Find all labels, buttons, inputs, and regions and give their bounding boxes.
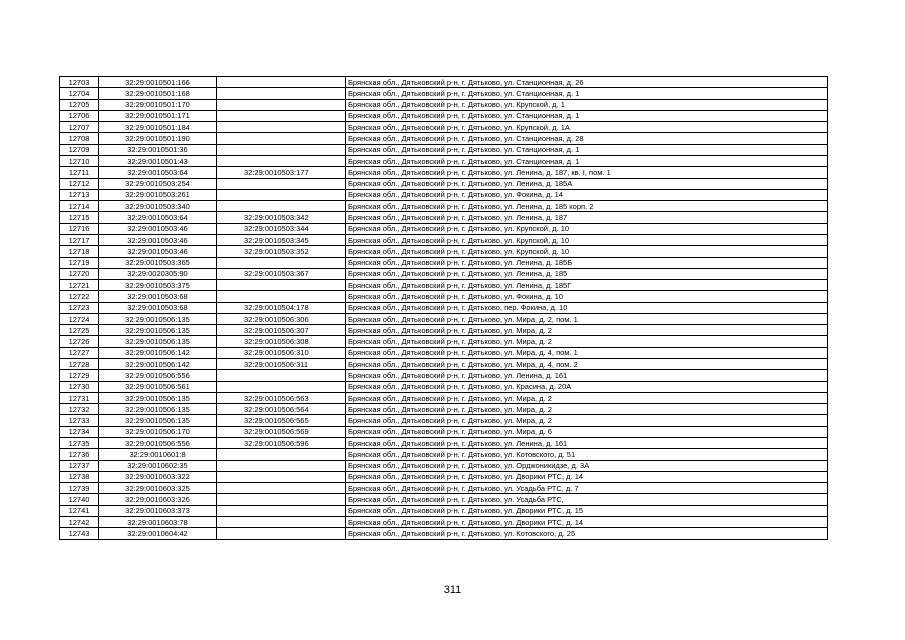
table-row (60, 483, 828, 494)
table-row (60, 144, 828, 155)
linked-cadastral-number-cell: 32:29:0010503:342 (217, 212, 346, 223)
cadastral-number-cell: 32:29:0010603:373 (99, 505, 217, 516)
table-row (60, 426, 828, 437)
linked-cadastral-number-cell (217, 99, 346, 110)
table-row (60, 336, 828, 347)
table-row (60, 167, 828, 178)
record-number-cell: 12733 (60, 415, 99, 426)
cadastral-number-cell: 32:29:0010503:46 (99, 223, 217, 234)
linked-cadastral-number-cell (217, 471, 346, 482)
record-number-cell: 12740 (60, 494, 99, 505)
cadastral-number-cell: 32:29:0010506:561 (99, 381, 217, 392)
cadastral-number-cell: 32:29:0010501:170 (99, 99, 217, 110)
address-cell: Брянская обл., Дятьковский р-н, г. Дятьково, ул. Мира, д. 4, пом. 1 (346, 347, 828, 358)
cadastral-number-cell: 32:29:0010602:35 (99, 460, 217, 471)
cadastral-number-cell: 32:29:0010501:190 (99, 133, 217, 144)
address-cell: Брянская обл., Дятьковский р-н, г. Дятьково, ул. Красина, д. 20А (346, 381, 828, 392)
record-number-cell: 12704 (60, 88, 99, 99)
record-number-cell: 12712 (60, 178, 99, 189)
cadastral-number-cell: 32:29:0010503:254 (99, 178, 217, 189)
table-row (60, 234, 828, 245)
cadastral-number-cell: 32:29:0010506:135 (99, 336, 217, 347)
table-row (60, 99, 828, 110)
cadastral-number-cell: 32:29:0010603:325 (99, 483, 217, 494)
address-cell: Брянская обл., Дятьковский р-н, г. Дятьково, ул. Фокина, д. 10 (346, 291, 828, 302)
linked-cadastral-number-cell: 32:29:0010506:310 (217, 347, 346, 358)
record-number-cell: 12713 (60, 189, 99, 200)
address-cell: Брянская обл., Дятьковский р-н, г. Дятьково, ул. Ленина, д. 161 (346, 370, 828, 381)
cadastral-number-cell: 32:29:0010501:168 (99, 88, 217, 99)
table-row (60, 246, 828, 257)
address-cell: Брянская обл., Дятьковский р-н, г. Дятьково, ул. Дворики РТС, д. 15 (346, 505, 828, 516)
cadastral-number-cell: 32:29:0010501:171 (99, 110, 217, 121)
address-cell: Брянская обл., Дятьковский р-н, г. Дятьково, ул. Ленина, д. 187, кв. I, пом. 1 (346, 167, 828, 178)
linked-cadastral-number-cell: 32:29:0010506:307 (217, 325, 346, 336)
table-row (60, 347, 828, 358)
record-number-cell: 12714 (60, 201, 99, 212)
record-number-cell: 12720 (60, 268, 99, 279)
address-cell: Брянская обл., Дятьковский р-н, г. Дятьково, ул. Крупской, д. 10 (346, 246, 828, 257)
cadastral-number-cell: 32:29:0010506:135 (99, 325, 217, 336)
linked-cadastral-number-cell (217, 449, 346, 460)
registry-table (59, 76, 828, 540)
cadastral-number-cell: 32:29:0010503:261 (99, 189, 217, 200)
record-number-cell: 12705 (60, 99, 99, 110)
record-number-cell: 12731 (60, 392, 99, 403)
table-row (60, 449, 828, 460)
linked-cadastral-number-cell (217, 370, 346, 381)
address-cell: Брянская обл., Дятьковский р-н, г. Дятьково, ул. Ленина, д. 185Г (346, 280, 828, 291)
linked-cadastral-number-cell: 32:29:0010506:596 (217, 438, 346, 449)
record-number-cell: 12726 (60, 336, 99, 347)
table-row (60, 516, 828, 527)
table-row (60, 223, 828, 234)
address-cell: Брянская обл., Дятьковский р-н, г. Дятьково, ул. Ленина, д. 185А (346, 178, 828, 189)
table-row (60, 88, 828, 99)
record-number-cell: 12732 (60, 404, 99, 415)
cadastral-number-cell: 32:29:0010603:322 (99, 471, 217, 482)
address-cell: Брянская обл., Дятьковский р-н, г. Дятьково, ул. Ленина, д. 161 (346, 438, 828, 449)
address-cell: Брянская обл., Дятьковский р-н, г. Дятьково, ул. Станционная, д. 26 (346, 77, 828, 88)
address-cell: Брянская обл., Дятьковский р-н, г. Дятьково, ул. Станционная, д. 1 (346, 88, 828, 99)
cadastral-number-cell: 32:29:0010503:64 (99, 212, 217, 223)
record-number-cell: 12710 (60, 155, 99, 166)
linked-cadastral-number-cell (217, 178, 346, 189)
cadastral-number-cell: 32:29:0010503:365 (99, 257, 217, 268)
cadastral-number-cell: 32:29:0010506:170 (99, 426, 217, 437)
linked-cadastral-number-cell (217, 144, 346, 155)
cadastral-number-cell: 32:29:0010601:8 (99, 449, 217, 460)
record-number-cell: 12709 (60, 144, 99, 155)
cadastral-number-cell: 32:29:0010506:142 (99, 359, 217, 370)
address-cell: Брянская обл., Дятьковский р-н, г. Дятьково, ул. Мира, д. 2, пом. 1 (346, 313, 828, 324)
linked-cadastral-number-cell: 32:29:0010503:345 (217, 234, 346, 245)
linked-cadastral-number-cell (217, 133, 346, 144)
address-cell: Брянская обл., Дятьковский р-н, г. Дятьково, ул. Крупской, д. 1А (346, 122, 828, 133)
linked-cadastral-number-cell: 32:29:0010506:311 (217, 359, 346, 370)
registry-table-body (60, 77, 828, 540)
cadastral-number-cell: 32:29:0010506:135 (99, 313, 217, 324)
table-row (60, 110, 828, 121)
table-row (60, 471, 828, 482)
record-number-cell: 12718 (60, 246, 99, 257)
linked-cadastral-number-cell: 32:29:0010506:306 (217, 313, 346, 324)
cadastral-number-cell: 32:29:0010503:68 (99, 291, 217, 302)
address-cell: Брянская обл., Дятьковский р-н, г. Дятьково, пер. Фокина, д. 10 (346, 302, 828, 313)
linked-cadastral-number-cell: 32:29:0010503:177 (217, 167, 346, 178)
cadastral-number-cell: 32:29:0010604:42 (99, 528, 217, 539)
linked-cadastral-number-cell: 32:29:0010506:565 (217, 415, 346, 426)
cadastral-number-cell: 32:29:0010506:556 (99, 438, 217, 449)
table-row (60, 291, 828, 302)
table-row (60, 178, 828, 189)
address-cell: Брянская обл., Дятьковский р-н, г. Дятьково, ул. Крупской, д. 1 (346, 99, 828, 110)
record-number-cell: 12738 (60, 471, 99, 482)
table-row (60, 189, 828, 200)
address-cell: Брянская обл., Дятьковский р-н, г. Дятьково, ул. Станционная, д. 1 (346, 144, 828, 155)
cadastral-number-cell: 32:29:0010506:135 (99, 404, 217, 415)
record-number-cell: 12716 (60, 223, 99, 234)
linked-cadastral-number-cell (217, 110, 346, 121)
cadastral-number-cell: 32:29:0010503:46 (99, 234, 217, 245)
record-number-cell: 12706 (60, 110, 99, 121)
linked-cadastral-number-cell: 32:29:0010503:367 (217, 268, 346, 279)
record-number-cell: 12708 (60, 133, 99, 144)
page-number: 311 (443, 584, 462, 596)
table-row (60, 77, 828, 88)
cadastral-number-cell: 32:29:0010501:166 (99, 77, 217, 88)
linked-cadastral-number-cell (217, 291, 346, 302)
address-cell: Брянская обл., Дятьковский р-н, г. Дятьково, ул. Мира, д. 4, пом. 2 (346, 359, 828, 370)
address-cell: Брянская обл., Дятьковский р-н, г. Дятьково, ул. Мира, д. 2 (346, 404, 828, 415)
record-number-cell: 12728 (60, 359, 99, 370)
table-row (60, 505, 828, 516)
linked-cadastral-number-cell (217, 483, 346, 494)
record-number-cell: 12721 (60, 280, 99, 291)
table-row (60, 392, 828, 403)
cadastral-number-cell: 32:29:0010506:135 (99, 392, 217, 403)
address-cell: Брянская обл., Дятьковский р-н, г. Дятьково, ул. Крупской, д. 10 (346, 234, 828, 245)
address-cell: Брянская обл., Дятьковский р-н, г. Дятьково, ул. Дворики РТС, д. 14 (346, 516, 828, 527)
linked-cadastral-number-cell: 32:29:0010506:564 (217, 404, 346, 415)
linked-cadastral-number-cell (217, 381, 346, 392)
table-row (60, 280, 828, 291)
linked-cadastral-number-cell (217, 460, 346, 471)
address-cell: Брянская обл., Дятьковский р-н, г. Дятьково, ул. Мира, д. 2 (346, 336, 828, 347)
table-row (60, 325, 828, 336)
linked-cadastral-number-cell (217, 189, 346, 200)
address-cell: Брянская обл., Дятьковский р-н, г. Дятьково, ул. Ленина, д. 185Б (346, 257, 828, 268)
address-cell: Брянская обл., Дятьковский р-н, г. Дятьково, ул. Усадьба РТС, (346, 494, 828, 505)
record-number-cell: 12730 (60, 381, 99, 392)
record-number-cell: 12729 (60, 370, 99, 381)
table-row (60, 155, 828, 166)
record-number-cell: 12739 (60, 483, 99, 494)
record-number-cell: 12723 (60, 302, 99, 313)
cadastral-number-cell: 32:29:0010501:184 (99, 122, 217, 133)
linked-cadastral-number-cell (217, 88, 346, 99)
address-cell: Брянская обл., Дятьковский р-н, г. Дятьково, ул. Дворики РТС, д. 14 (346, 471, 828, 482)
table-row (60, 133, 828, 144)
address-cell: Брянская обл., Дятьковский р-н, г. Дятьково, ул. Крупской, д. 10 (346, 223, 828, 234)
table-row (60, 212, 828, 223)
cadastral-number-cell: 32:29:0010603:78 (99, 516, 217, 527)
linked-cadastral-number-cell: 32:29:0010506:563 (217, 392, 346, 403)
cadastral-number-cell: 32:29:0010501:43 (99, 155, 217, 166)
address-cell: Брянская обл., Дятьковский р-н, г. Дятьково, ул. Мира, д. 2 (346, 392, 828, 403)
address-cell: Брянская обл., Дятьковский р-н, г. Дятьково, ул. Станционная, д. 1 (346, 155, 828, 166)
cadastral-number-cell: 32:29:0010503:64 (99, 167, 217, 178)
address-cell: Брянская обл., Дятьковский р-н, г. Дятьково, ул. Усадьба РТС, д. 7 (346, 483, 828, 494)
address-cell: Брянская обл., Дятьковский р-н, г. Дятьково, ул. Станционная, д. 1 (346, 110, 828, 121)
table-row (60, 494, 828, 505)
linked-cadastral-number-cell: 32:29:0010506:308 (217, 336, 346, 347)
record-number-cell: 12725 (60, 325, 99, 336)
table-row (60, 359, 828, 370)
address-cell: Брянская обл., Дятьковский р-н, г. Дятьково, ул. Котовского, д. 25 (346, 528, 828, 539)
table-row (60, 313, 828, 324)
cadastral-number-cell: 32:29:0010503:68 (99, 302, 217, 313)
address-cell: Брянская обл., Дятьковский р-н, г. Дятьково, ул. Мира, д. 2 (346, 325, 828, 336)
linked-cadastral-number-cell: 32:29:0010504:178 (217, 302, 346, 313)
table-row (60, 302, 828, 313)
record-number-cell: 12722 (60, 291, 99, 302)
record-number-cell: 12734 (60, 426, 99, 437)
cadastral-number-cell: 32:29:0010506:135 (99, 415, 217, 426)
table-row (60, 201, 828, 212)
cadastral-number-cell: 32:29:0010501:36 (99, 144, 217, 155)
record-number-cell: 12736 (60, 449, 99, 460)
table-row (60, 122, 828, 133)
record-number-cell: 12743 (60, 528, 99, 539)
address-cell: Брянская обл., Дятьковский р-н, г. Дятьково, ул. Мира, д. 6 (346, 426, 828, 437)
cadastral-number-cell: 32:29:0010503:46 (99, 246, 217, 257)
linked-cadastral-number-cell (217, 122, 346, 133)
linked-cadastral-number-cell: 32:29:0010503:344 (217, 223, 346, 234)
linked-cadastral-number-cell (217, 516, 346, 527)
cadastral-number-cell: 32:29:0010506:142 (99, 347, 217, 358)
table-row (60, 404, 828, 415)
address-cell: Брянская обл., Дятьковский р-н, г. Дятьково, ул. Станционная, д. 28 (346, 133, 828, 144)
address-cell: Брянская обл., Дятьковский р-н, г. Дятьково, ул. Мира, д. 2 (346, 415, 828, 426)
record-number-cell: 12727 (60, 347, 99, 358)
linked-cadastral-number-cell (217, 528, 346, 539)
address-cell: Брянская обл., Дятьковский р-н, г. Дятьково, ул. Ленина, д. 185 корп. 2 (346, 201, 828, 212)
record-number-cell: 12741 (60, 505, 99, 516)
table-row (60, 268, 828, 279)
linked-cadastral-number-cell (217, 77, 346, 88)
table-row (60, 257, 828, 268)
record-number-cell: 12742 (60, 516, 99, 527)
address-cell: Брянская обл., Дятьковский р-н, г. Дятьково, ул. Фокина, д. 14 (346, 189, 828, 200)
table-row (60, 460, 828, 471)
table-row (60, 438, 828, 449)
linked-cadastral-number-cell (217, 280, 346, 291)
linked-cadastral-number-cell (217, 494, 346, 505)
record-number-cell: 12703 (60, 77, 99, 88)
record-number-cell: 12715 (60, 212, 99, 223)
linked-cadastral-number-cell (217, 257, 346, 268)
cadastral-number-cell: 32:29:0010503:340 (99, 201, 217, 212)
linked-cadastral-number-cell: 32:29:0010503:352 (217, 246, 346, 257)
record-number-cell: 12711 (60, 167, 99, 178)
linked-cadastral-number-cell (217, 505, 346, 516)
record-number-cell: 12719 (60, 257, 99, 268)
table-row (60, 528, 828, 539)
record-number-cell: 12717 (60, 234, 99, 245)
record-number-cell: 12737 (60, 460, 99, 471)
table-row (60, 415, 828, 426)
record-number-cell: 12735 (60, 438, 99, 449)
address-cell: Брянская обл., Дятьковский р-н, г. Дятьково, ул. Котовского, д. 51 (346, 449, 828, 460)
cadastral-number-cell: 32:29:0020305:90 (99, 268, 217, 279)
linked-cadastral-number-cell: 32:29:0010506:569 (217, 426, 346, 437)
cadastral-number-cell: 32:29:0010603:326 (99, 494, 217, 505)
linked-cadastral-number-cell (217, 155, 346, 166)
cadastral-number-cell: 32:29:0010503:375 (99, 280, 217, 291)
linked-cadastral-number-cell (217, 201, 346, 212)
record-number-cell: 12707 (60, 122, 99, 133)
cadastral-number-cell: 32:29:0010506:556 (99, 370, 217, 381)
address-cell: Брянская обл., Дятьковский р-н, г. Дятьково, ул. Ленина, д. 187 (346, 212, 828, 223)
address-cell: Брянская обл., Дятьковский р-н, г. Дятьково, ул. Ленина, д. 185 (346, 268, 828, 279)
table-row (60, 370, 828, 381)
address-cell: Брянская обл., Дятьковский р-н, г. Дятьково, ул. Орджоникидзе, д. 3А (346, 460, 828, 471)
table-row (60, 381, 828, 392)
record-number-cell: 12724 (60, 313, 99, 324)
